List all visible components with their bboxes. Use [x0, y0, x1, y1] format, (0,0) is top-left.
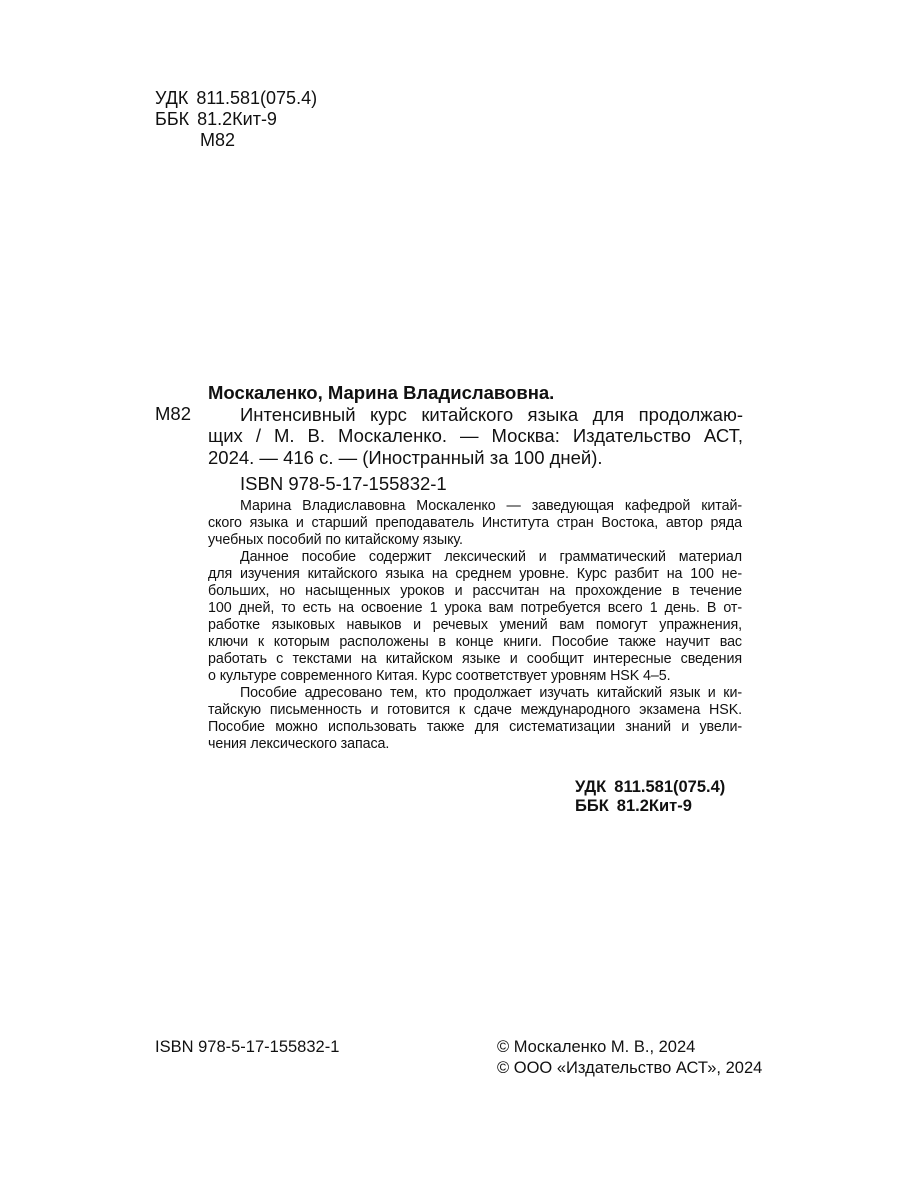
footer-isbn: ISBN 978-5-17-155832-1: [155, 1038, 340, 1056]
annotation-paragraph: [208, 549, 742, 685]
bibliographic-record: [208, 382, 743, 495]
bbk-label: ББК: [575, 797, 609, 815]
annotation-line: Пособие можно использовать также для систематизации знаний и увели-: [208, 719, 742, 735]
udk-line: [155, 88, 317, 109]
bbk-line: [155, 109, 317, 130]
annotation-line: Марина Владиславовна Москаленко — заведующая кафедрой китай-: [240, 498, 742, 514]
record-isbn: ISBN 978-5-17-155832-1: [240, 473, 447, 494]
annotation-paragraph: [208, 498, 742, 549]
classification-bottom: [575, 778, 725, 816]
annotation-paragraph: [208, 685, 742, 753]
author-mark: М82: [200, 130, 236, 150]
record-title-line: Интенсивный курс китайского языка для продолжаю-: [240, 403, 743, 425]
annotation-line: ского языка и старший преподаватель Института стран Востока, автор ряда: [208, 515, 742, 531]
annotation-line: учебных пособий по китайскому языку.: [208, 532, 463, 548]
annotation-line: тайскую письменность и готовится к сдаче международного экзамена HSK.: [208, 702, 742, 718]
annotation-line: для изучения китайского языка на среднем уровне. Курс разбит на 100 не-: [208, 566, 742, 582]
footer-copyright: [497, 1037, 762, 1079]
bbk-label: ББК: [155, 109, 190, 129]
udk-label: УДК: [575, 778, 607, 796]
udk-label: УДК: [155, 88, 189, 108]
bbk-value: 81.2Кит-9: [197, 109, 277, 129]
bbk-line: [575, 797, 725, 816]
copyright-publisher: © ООО «Издательство АСТ», 2024: [497, 1059, 763, 1077]
annotation-line: о культуре современного Китая. Курс соответствует уровням HSK 4–5.: [208, 668, 671, 684]
record-author: Москаленко, Марина Владиславовна.: [208, 382, 555, 403]
annotation: [208, 498, 742, 753]
record-author-mark: М82: [155, 403, 191, 424]
bbk-value: 81.2Кит-9: [616, 797, 692, 815]
annotation-line: Данное пособие содержит лексический и грамматический материал: [240, 549, 742, 565]
record-title-line: 2024. — 416 с. — (Иностранный за 100 дней).: [208, 446, 603, 468]
annotation-line: работать с текстами на китайском языке и сообщит интересные сведения: [208, 651, 742, 667]
annotation-line: работке языковых навыков и речевых умений вам помогут упражнения,: [208, 617, 742, 633]
udk-value: 811.581(075.4): [614, 778, 726, 796]
classification-top: [155, 88, 317, 151]
udk-value: 811.581(075.4): [196, 88, 318, 108]
annotation-line: ключи к которым расположены в конце книги. Пособие также научит вас: [208, 634, 742, 650]
annotation-line: больших, но насыщенных уроков и рассчитан на прохождение в течение: [208, 583, 742, 599]
record-title-line: щих / М. В. Москаленко. — Москва: Издательство АСТ,: [208, 425, 743, 446]
udk-line: [575, 778, 725, 797]
annotation-line: чения лексического запаса.: [208, 736, 390, 752]
annotation-line: Пособие адресовано тем, кто продолжает изучать китайский язык и ки-: [240, 685, 742, 701]
copyright-author: © Москаленко М. В., 2024: [497, 1038, 696, 1056]
annotation-line: 100 дней, то есть на освоение 1 урока вам потребуется всего 1 день. В от-: [208, 600, 742, 616]
